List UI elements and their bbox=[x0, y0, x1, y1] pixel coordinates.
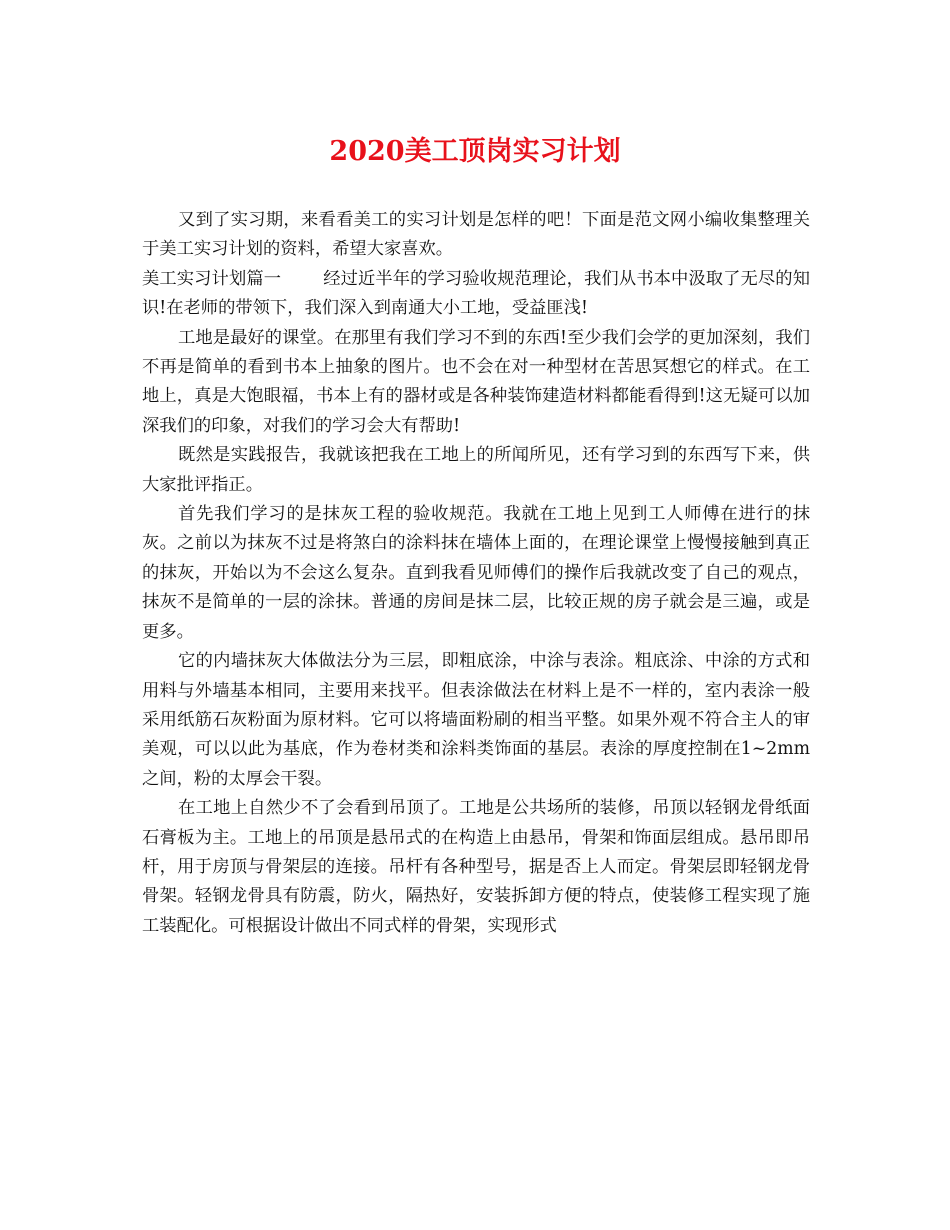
paragraph-section1 bbox=[142, 265, 810, 324]
paragraph-worksite: 工地是最好的课堂。在那里有我们学习不到的东西!至少我们会学的更加深刻，我们不再是简单的看到书本上抽象的图片。也不会在对一种型材在苦思冥想它的样式。在工地上，真是大饱眼福，书本上有的器材或是各种装饰建造材料都能看得到!这无疑可以加深我们的印象，对我们的学习会大有帮助! bbox=[142, 327, 810, 436]
section-heading: 美工实习计划篇一 bbox=[142, 268, 282, 289]
paragraph-ceiling: 在工地上自然少不了会看到吊顶了。工地是公共场所的装修，吊顶以轻钢龙骨纸面石膏板为主。工地上的吊顶是悬吊式的在构造上由悬吊，骨架和饰面层组成。悬吊即吊杆，用于房顶与骨架层的连接。吊杆有各种型号，据是否上人而定。骨架层即轻钢龙骨骨架。轻钢龙骨具有防震，防火，隔热好，安装拆卸方便的特点，使装修工程实现了施工装配化。可根据设计做出不同式样的骨架，实现形式 bbox=[142, 798, 810, 936]
paragraph-report: 既然是实践报告，我就该把我在工地上的所闻所见，还有学习到的东西写下来，供大家批评指正。 bbox=[142, 445, 810, 495]
paragraph-plaster-acceptance: 首先我们学习的是抹灰工程的验收规范。我就在工地上见到工人师傅在进行的抹灰。之前以为抹灰不过是将煞白的涂料抹在墙体上面的，在理论课堂上慢慢接触到真正的抹灰，开始以为不会这么复杂。直到我看见师傅们的操作后我就改变了自己的观点，抹灰不是简单的一层的涂抹。普通的房间是抹二层，比较正规的房子就会是三遍，或是更多。 bbox=[142, 504, 810, 642]
paragraph-inner-wall: 它的内墙抹灰大体做法分为三层，即粗底涂，中涂与表涂。粗底涂、中涂的方式和用料与外墙基本相同，主要用来找平。但表涂做法在材料上是不一样的，室内表涂一般采用纸筋石灰粉面为原材料。它可以将墙面粉刷的相当平整。如果外观不符合主人的审美观，可以以此为基底，作为卷材类和涂料类饰面的基层。表涂的厚度控制在1~2mm之间，粉的太厚会干裂。 bbox=[142, 651, 810, 789]
document-body bbox=[142, 206, 810, 941]
paragraph-intro: 又到了实习期，来看看美工的实习计划是怎样的吧！下面是范文网小编收集整理关于美工实习计划的资料，希望大家喜欢。 bbox=[142, 210, 810, 260]
document-title: 2020美工顶岗实习计划 bbox=[329, 136, 621, 167]
section-text: 经过近半年的学习验收规范理论，我们从书本中汲取了无尽的知识!在老师的带领下，我们深入到南通大小工地，受益匪浅! bbox=[142, 268, 810, 319]
